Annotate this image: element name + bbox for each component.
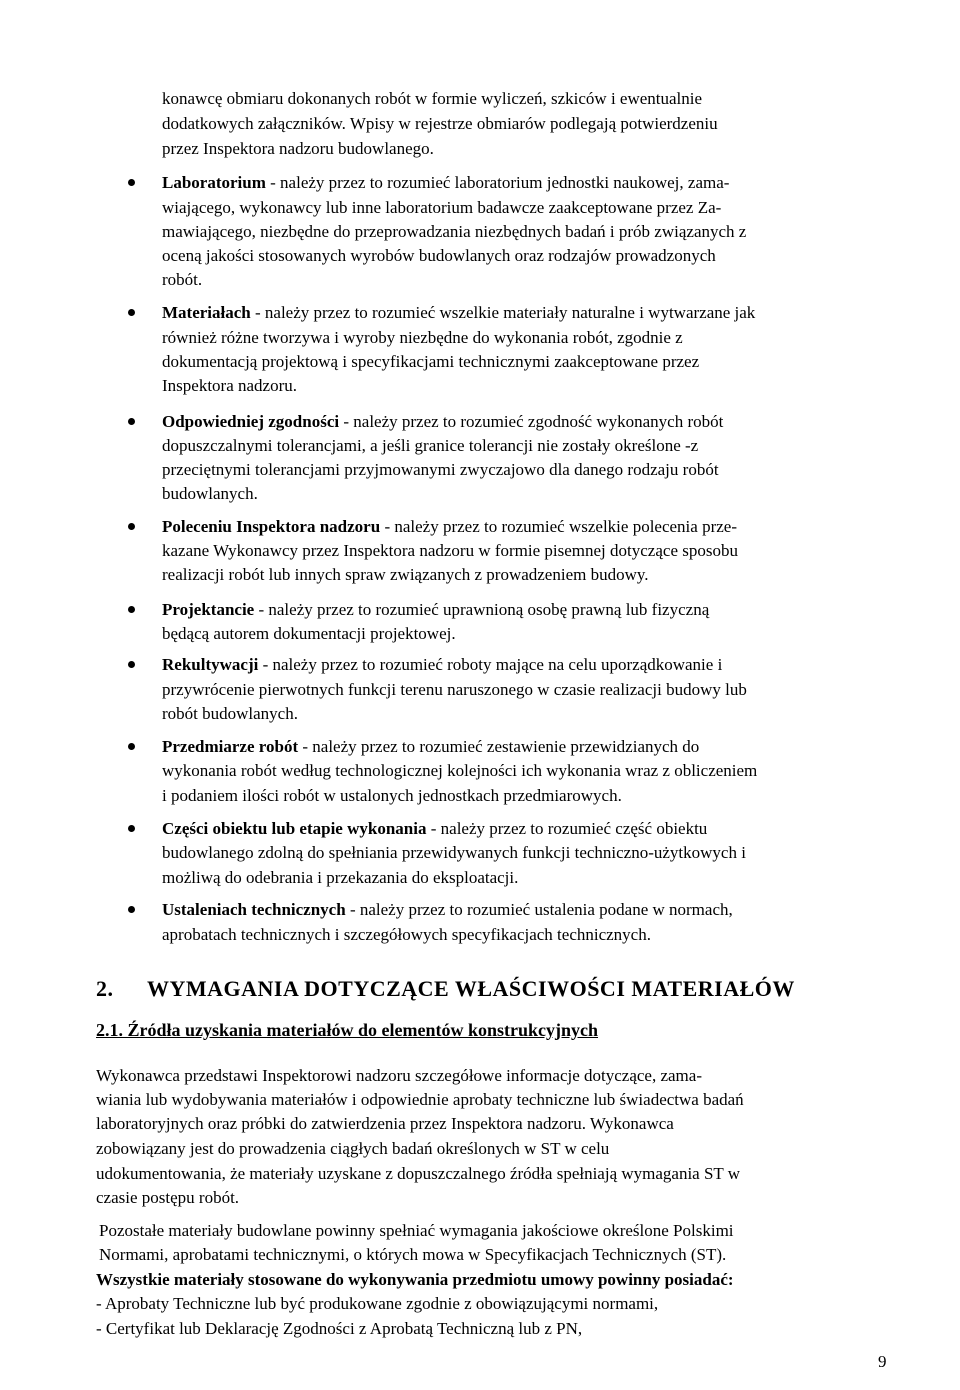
definition-text: - należy przez to rozumieć laboratorium jednostki naukowej, zama- bbox=[265, 173, 730, 192]
bullet-icon bbox=[128, 523, 135, 530]
definition-text: - należy przez to rozumieć ustalenia podane w normach, bbox=[345, 900, 733, 919]
text-line: laboratoryjnych oraz próbki do zatwierdzenia przez Inspektora nadzoru. Wykonawca bbox=[96, 1114, 674, 1133]
section-number: 2. bbox=[96, 976, 114, 1001]
bullet-icon bbox=[128, 606, 135, 613]
bullet-icon bbox=[128, 661, 135, 668]
text-line: również różne tworzywa i wyroby niezbędne do wykonania robót, zgodnie z bbox=[162, 328, 683, 347]
text-line: budowlanych. bbox=[162, 484, 258, 503]
text-line: przeciętnymi tolerancjami przyjmowanymi zwyczajowo dla danego rodzaju robót bbox=[162, 460, 719, 479]
text-line: udokumentowania, że materiały uzyskane z dopuszczalnego źródła spełniają wymagania ST w bbox=[96, 1164, 741, 1183]
page-number: 9 bbox=[878, 1352, 887, 1371]
definition-first-line bbox=[162, 653, 722, 677]
text-line: budowlanego zdolną do spełniania przewidywanych funkcji techniczno-użytkowych i bbox=[162, 843, 746, 862]
text-line: robót budowlanych. bbox=[162, 704, 298, 723]
definition-text: - należy przez to rozumieć zgodność wykonanych robót bbox=[339, 412, 724, 431]
text-line: robót. bbox=[162, 270, 203, 289]
definition-first-line bbox=[162, 410, 723, 434]
text-line: i podaniem ilości robót w ustalonych jednostkach przedmiarowych. bbox=[162, 786, 622, 805]
text-line: wiającego, wykonawcy lub inne laboratorium badawcze zaakceptowane przez Za- bbox=[162, 198, 722, 217]
text-line: Normami, aprobatami technicznymi, o których mowa w Specyfikacjach Technicznych (ST). bbox=[99, 1245, 727, 1264]
definition-term: Laboratorium bbox=[162, 173, 266, 192]
text-line: Wykonawca przedstawi Inspektorowi nadzoru szczegółowe informacje dotyczące, zama- bbox=[96, 1066, 702, 1085]
text-line: wiania lub wydobywania materiałów i odpowiednie aprobaty techniczne lub świadectwa badań bbox=[96, 1090, 744, 1109]
text-line: dopuszczalnymi tolerancjami, a jeśli granice tolerancji nie zostały określone -z bbox=[162, 436, 699, 455]
definition-text: - należy przez to rozumieć wszelkie materiały naturalne i wytwarzane jak bbox=[250, 303, 756, 322]
definition-term: Przedmiarze robót bbox=[162, 737, 299, 756]
definition-first-line bbox=[162, 598, 709, 622]
bullet-icon bbox=[128, 418, 135, 425]
definition-text: - należy przez to rozumieć uprawnioną osobę prawną lub fizyczną bbox=[254, 600, 710, 619]
definition-term: Ustaleniach technicznych bbox=[162, 900, 346, 919]
definition-first-line bbox=[162, 301, 755, 325]
definition-text: - należy przez to rozumieć zestawienie przewidzianych do bbox=[298, 737, 700, 756]
dash-list-item: - Aprobaty Techniczne lub być produkowane zgodnie z obowiązującymi normami, bbox=[96, 1294, 659, 1313]
text-line: Pozostałe materiały budowlane powinny spełniać wymagania jakościowe określone Polskimi bbox=[99, 1221, 734, 1240]
definition-first-line bbox=[162, 817, 707, 841]
text-line: wykonania robót według technologicznej kolejności ich wykonania wraz z obliczeniem bbox=[162, 761, 758, 780]
definition-first-line bbox=[162, 515, 737, 539]
bullet-icon bbox=[128, 825, 135, 832]
text-line: możliwą do odebrania i przekazania do eksploatacji. bbox=[162, 868, 519, 887]
text-line: przez Inspektora nadzoru budowlanego. bbox=[162, 139, 434, 158]
text-line: konawcę obmiaru dokonanych robót w formie wyliczeń, szkiców i ewentualnie bbox=[162, 89, 703, 108]
bullet-icon bbox=[128, 906, 135, 913]
definition-first-line bbox=[162, 898, 733, 922]
subsection-title: 2.1. Źródła uzyskania materiałów do elementów konstrukcyjnych bbox=[96, 1020, 599, 1040]
definition-text: - należy przez to rozumieć roboty mające na celu uporządkowanie i bbox=[258, 655, 723, 674]
text-line: dokumentacją projektową i specyfikacjami technicznymi zaakceptowane przez bbox=[162, 352, 700, 371]
text-line: będącą autorem dokumentacji projektowej. bbox=[162, 624, 456, 643]
definition-term: Materiałach bbox=[162, 303, 251, 322]
text-line: mawiającego, niezbędne do przeprowadzania niezbędnych badań i prób związanych z bbox=[162, 222, 747, 241]
text-line: kazane Wykonawcy przez Inspektora nadzoru w formie pisemnej dotyczące sposobu bbox=[162, 541, 738, 560]
text-line: Inspektora nadzoru. bbox=[162, 376, 298, 395]
text-line: dodatkowych załączników. Wpisy w rejestrze obmiarów podlegają potwierdzeniu bbox=[162, 114, 718, 133]
text-line: aprobatach technicznych i szczegółowych specyfikacjach technicznych. bbox=[162, 925, 651, 944]
definition-term: Części obiektu lub etapie wykonania bbox=[162, 819, 427, 838]
text-line: zobowiązany jest do prowadzenia ciągłych badań określonych w ST w celu bbox=[96, 1139, 610, 1158]
definition-text: - należy przez to rozumieć część obiektu bbox=[426, 819, 708, 838]
text-line: realizacji robót lub innych spraw związanych z prowadzeniem budowy. bbox=[162, 565, 649, 584]
bullet-icon bbox=[128, 179, 135, 186]
dash-list-item: - Certyfikat lub Deklarację Zgodności z Aprobatą Techniczną lub z PN, bbox=[96, 1319, 583, 1338]
section-title: WYMAGANIA DOTYCZĄCE WŁAŚCIWOŚCI MATERIAŁÓW bbox=[147, 976, 795, 1001]
definition-term: Projektancie bbox=[162, 600, 255, 619]
definition-text: - należy przez to rozumieć wszelkie polecenia prze- bbox=[380, 517, 737, 536]
bullet-icon bbox=[128, 309, 135, 316]
definition-term: Poleceniu Inspektora nadzoru bbox=[162, 517, 381, 536]
text-line: przywrócenie pierwotnych funkcji terenu naruszonego w czasie realizacji budowy lub bbox=[162, 680, 747, 699]
definition-term: Odpowiedniej zgodności bbox=[162, 412, 340, 431]
text-line: oceną jakości stosowanych wyrobów budowlanych oraz rodzajów prowadzonych bbox=[162, 246, 716, 265]
text-line: czasie postępu robót. bbox=[96, 1188, 240, 1207]
definition-first-line bbox=[162, 171, 729, 195]
bullet-icon bbox=[128, 743, 135, 750]
definition-first-line bbox=[162, 735, 699, 759]
definition-term: Rekultywacji bbox=[162, 655, 259, 674]
bold-statement: Wszystkie materiały stosowane do wykonywania przedmiotu umowy powinny posiadać: bbox=[96, 1270, 734, 1289]
